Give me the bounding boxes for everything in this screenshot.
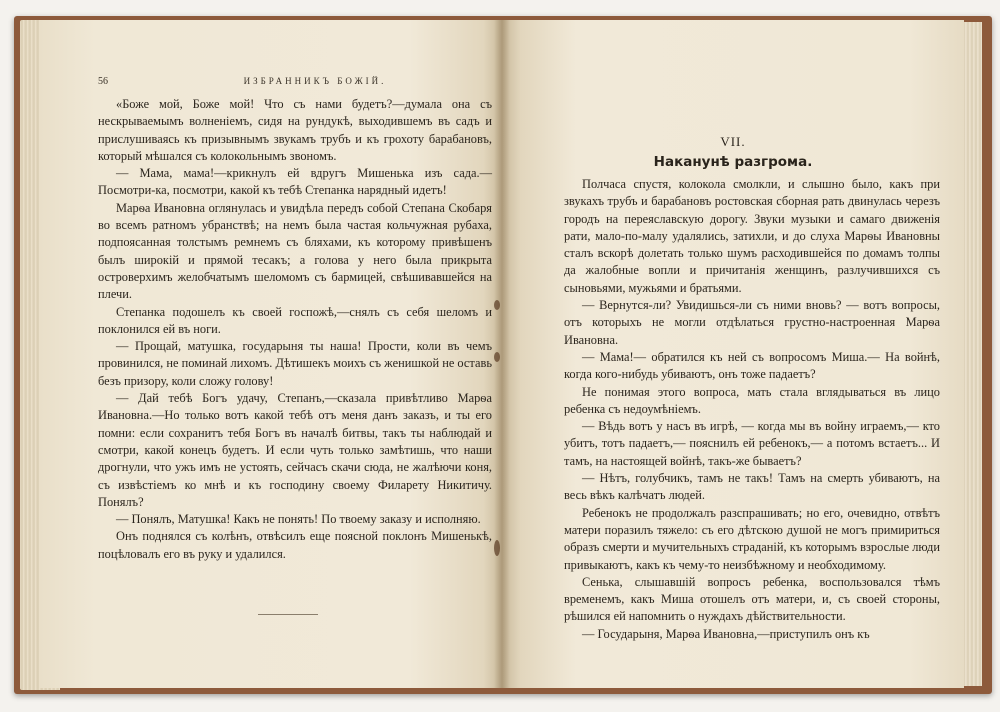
running-head: ИЗБРАННИКЪ БОЖІЙ. xyxy=(243,76,387,86)
paragraph: — Понялъ, Матушка! Какъ не понять! По твоему заказу и исполняю. xyxy=(116,512,481,527)
paragraph: Степанка подошелъ къ своей госпожѣ,—снялъ съ себя шеломъ и поклонился ей въ ноги. xyxy=(98,304,492,336)
paragraph: — Дай тебѣ Богъ удачу, Степанъ,—сказала привѣтливо Марѳа Ивановна.—Но только вотъ какой тебѣ отъ меня данъ заказъ, и ты его помни: если сохранитъ тебя Богъ въ началѣ битвы, такъ ты наблюдай и смотри, какой конецъ будетъ. И если чуть только замѣтишь, что наши дрогнули, что ужъ имъ не устоять, сейчасъ скачи сюда, не жалѣючи коня, съ извѣстіемъ ко мнѣ и къ господину своему Филарету Никитичу. Понялъ? xyxy=(98,391,492,509)
left-page-body xyxy=(98,96,492,563)
page-number: 56 xyxy=(98,76,108,87)
gutter-stain xyxy=(494,300,500,310)
paragraph: — Вѣдь вотъ у насъ въ игрѣ, — когда мы въ войну играемъ,— кто убитъ, тотъ падаетъ,— пояснилъ ей ребенокъ,— а потомъ встаетъ... И тамъ, на настоящей войнѣ, такъ-же бываетъ? xyxy=(564,419,940,468)
right-page xyxy=(502,20,964,688)
paragraph: Ребенокъ не продолжалъ разспрашивать; но его, очевидно, отвѣтъ матери поразилъ тяжело: съ его дѣтскою душой не могъ примириться образъ смерти и мучительныхъ страданій, къ которымъ взрослые люди привыкаютъ, какъ къ чему-то неизбѣжному и необходимому. xyxy=(564,505,940,572)
paragraph: — Государыня, Марѳа Ивановна,—приступилъ онъ къ xyxy=(582,626,870,641)
end-rule xyxy=(258,614,318,615)
paragraph: Марѳа Ивановна оглянулась и увидѣла передъ собой Степана Скобаря во всемъ ратномъ убранствѣ; на немъ была частая кольчужная рубаха, подпоясанная толстымъ ремнемъ съ бляхами, къ которому привѣшенъ былъ широкій и прямой тесакъ; а голова у него была прикрыта островерхимъ желобчатымъ шеломомъ съ бармицей, свѣшивавшейся на плечи. xyxy=(98,200,492,302)
gutter-stain xyxy=(494,540,500,556)
paragraph: — Прощай, матушка, государыня ты наша! Прости, коли въ чемъ провинился, не поминай лихомъ. Дѣтишекъ моихъ съ женишкой не оставь безъ призору, коли сложу голову! xyxy=(98,339,492,388)
paragraph: «Боже мой, Боже мой! Что съ нами будетъ?—думала она съ нескрываемымъ волненіемъ, сидя на рундукѣ, выходившемъ въ садъ и прислушиваясь къ призывнымъ звукамъ трубъ и къ грохоту барабановъ, который мѣшался съ колокольнымъ звономъ. xyxy=(98,97,492,163)
gutter-stain xyxy=(494,352,500,362)
paragraph: Онъ поднялся съ колѣнъ, отвѣсилъ еще поясной поклонъ Мишенькѣ, поцѣловалъ его въ руку и удалился. xyxy=(98,529,492,561)
paragraph: — Вернутся-ли? Увидишься-ли съ ними вновь? — вотъ вопросы, отъ которыхъ не могли отдѣлаться грустно-настроенная Марѳа Ивановна. xyxy=(564,298,940,347)
left-page xyxy=(40,20,502,688)
paragraph: Сенька, слышавшій вопросъ ребенка, воспользовался тѣмъ временемъ, какъ Миша отошелъ отъ матери, и, съ своей стороны, рѣшился ей напомнить о нуждахъ дѣйствительности. xyxy=(564,574,940,624)
chapter-number: VII. xyxy=(720,134,746,149)
paragraph: Не понимая этого вопроса, мать стала вглядываться въ лицо ребенка съ недоумѣніемъ. xyxy=(564,384,940,416)
paragraph: — Мама!— обратился къ ней съ вопросомъ Миша.— На войнѣ, когда кого-нибудь убиваютъ, онъ тоже падаетъ? xyxy=(564,349,940,382)
paragraph: Полчаса спустя, колокола смолкли, и слышно было, какъ при звукахъ трубъ и барабановъ ростовская сборная рать двинулась черезъ городъ на переяславскую дорогу. Звуки музыки и самаго движенія рати, мало-по-малу удалялись, затихли, и до слуха Марѳы Ивановны сталъ вскорѣ долетать только шумъ расходившейся по домамъ толпы да жалобные вопли и причитанія женщинъ, разлучившихся съ сыновьями, мужьями и братьями. xyxy=(564,177,940,295)
chapter-title: Наканунѣ разгрома. xyxy=(653,154,813,170)
right-page-body xyxy=(564,176,940,643)
paragraph: — Нѣтъ, голубчикъ, тамъ не такъ! Тамъ на смерть убиваютъ, на весь вѣкъ калѣчатъ людей. xyxy=(564,471,940,503)
paragraph: — Мама, мама!—крикнулъ ей вдругъ Мишенька изъ сада.—Посмотри-ка, посмотри, какой къ тебѣ Степанка нарядный идетъ! xyxy=(98,166,492,198)
